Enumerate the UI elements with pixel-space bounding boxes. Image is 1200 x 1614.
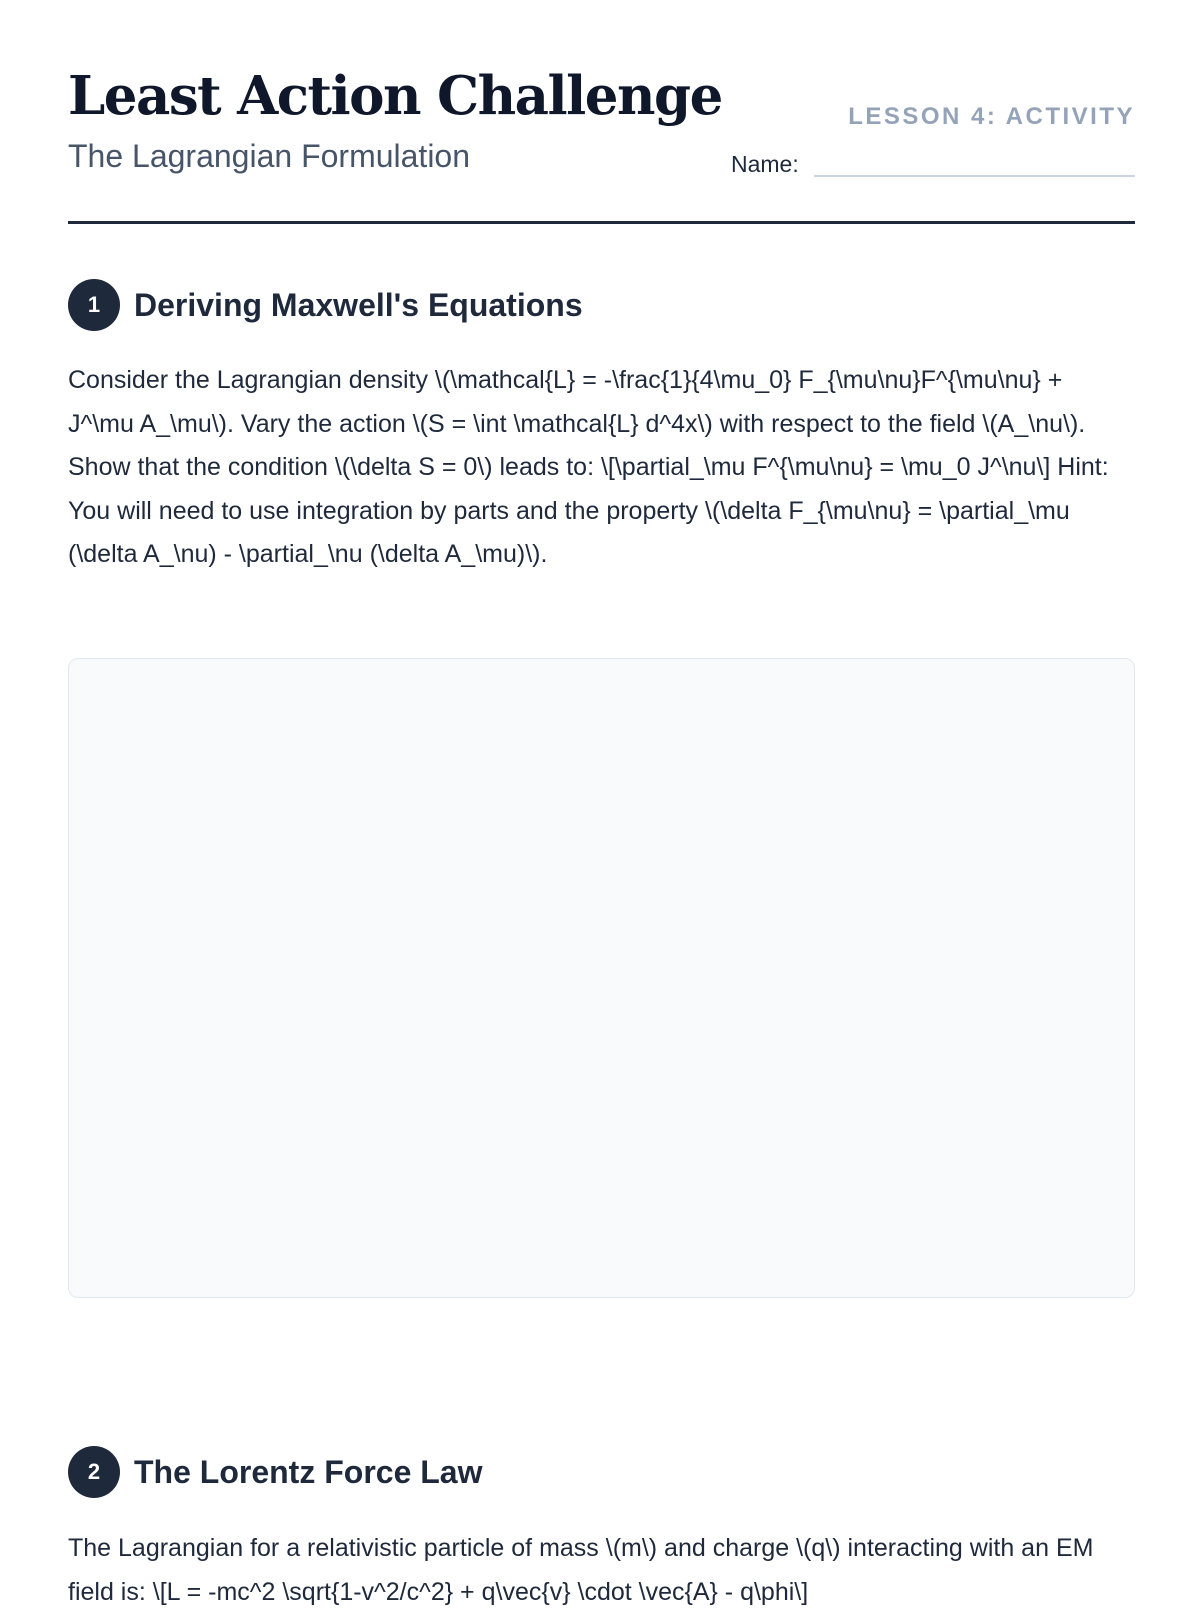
- section-title: Deriving Maxwell's Equations: [134, 286, 583, 323]
- name-label: Name:: [731, 151, 799, 177]
- worksheet-header: [68, 0, 1135, 224]
- section-title: The Lorentz Force Law: [134, 1453, 483, 1490]
- worksheet-page: [68, 0, 1135, 1606]
- problem-2-text: The Lagrangian for a relativistic particle of mass \(m\) and charge \(q\) interacting with an EM field is: \[L = -mc^2 \sqrt{1-v^2/c^2} + q\vec{v} \cdot \vec{A} - q\phi\]: [68, 1534, 1094, 1606]
- section-number-badge: 1: [68, 279, 120, 331]
- problem-1-text: Consider the Lagrangian density \(\mathcal{L} = -\frac{1}{4\mu_0} F_{\mu\nu}F^{\mu\nu} + J^\mu A_\mu\). Vary the action \(S = \int \mathcal{L} d^4x\) with respect to the field \(A_\nu\). Show that the condition \(\delta S = 0\) leads to: \[\partial_\mu F^{\mu\nu} = \mu_0 J^\nu\] Hint: You will need to use integration by parts and the property \(\delta F_{\mu\nu} = \partial_\mu (\delta A_\nu) - \partial_\nu (\delta A_\mu)\).: [68, 366, 1109, 568]
- answer-box[interactable]: [68, 658, 1135, 1298]
- page-subtitle: The Lagrangian Formulation: [68, 138, 471, 174]
- lesson-label: LESSON 4: ACTIVITY: [848, 103, 1135, 130]
- page-title: Least Action Challenge: [68, 65, 722, 127]
- section-2-header: [68, 1446, 482, 1498]
- section-number-badge: 2: [68, 1446, 120, 1498]
- section-1-header: [68, 279, 583, 331]
- name-field[interactable]: [814, 175, 1135, 177]
